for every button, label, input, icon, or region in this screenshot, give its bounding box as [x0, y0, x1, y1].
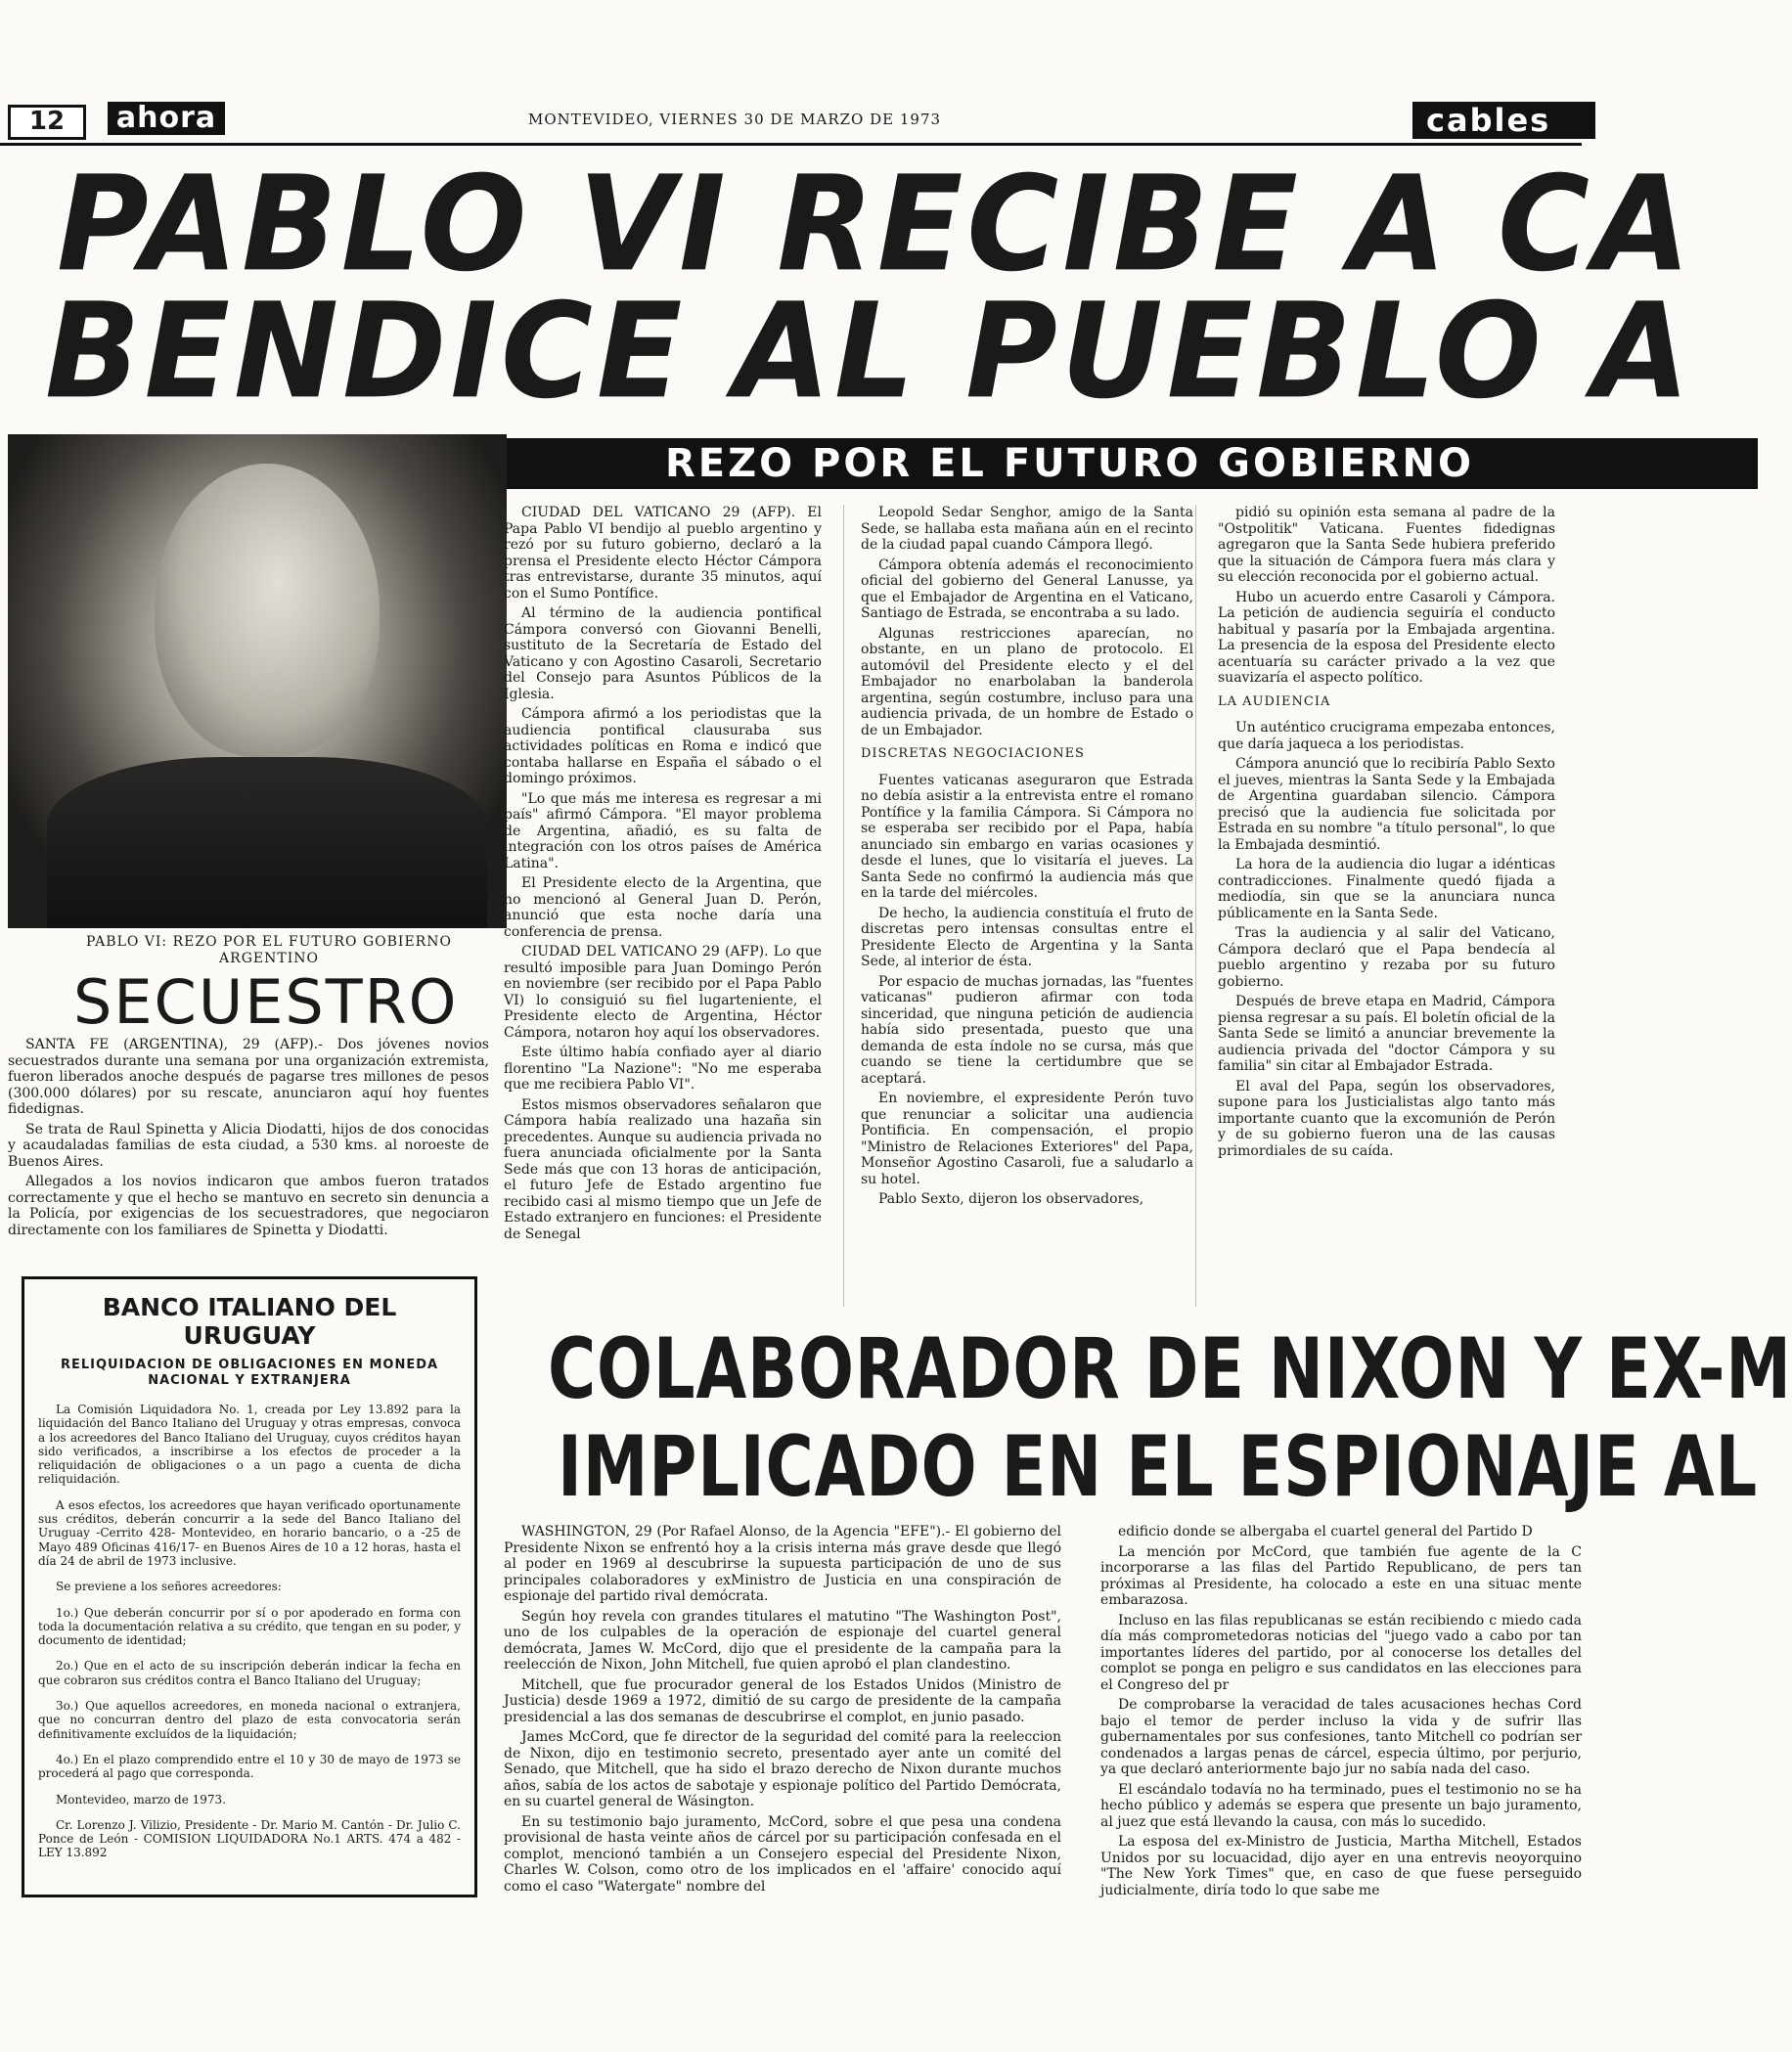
story-paragraph: Estos mismos observadores señalaron que Cámpora había realizado una hazaña sin precedentes. Aunque su audiencia privada no fuera anunciada oficialmente por la Santa Sede más que con 13 horas de anticipación, el futuro Jefe de Estado argentino fue recibido casi al mismo tiempo que un Jefe de Estado extranjero en funciones: el Presidente de Senegal	[504, 1096, 822, 1242]
dateline: MONTEVIDEO, VIERNES 30 DE MARZO DE 1973	[528, 111, 942, 128]
story-paragraph: James McCord, que fe director de la seguridad del comité para la reeleccion de Nixon, dijo en testimonio secreto, presentado ayer ante un comité del Senado, que Mitchell, que ha sido el brazo derecho de Nixon durante muchos años, sabía de los actos de sabotaje y espionaje político del Partido Demócrata, en su cuartel general de Wásington.	[504, 1729, 1061, 1809]
bank-paragraph: Montevideo, marzo de 1973.	[56, 1792, 226, 1807]
bank-paragraph: 4o.) En el plazo comprendido entre el 10 y 30 de mayo de 1973 se procederá al pago que corresponda.	[38, 1752, 461, 1781]
story-paragraph: Al término de la audiencia pontifical Cámpora conversó con Giovanni Benelli, sustituto de la Secretaría de Estado del Vaticano y con Agostino Casaroli, Secretario del Consejo para Asuntos Públicos de la Iglesia.	[504, 605, 822, 702]
story-paragraph: WASHINGTON, 29 (Por Rafael Alonso, de la Agencia "EFE").- El gobierno del Presidente Nixon se enfrentó hoy a la crisis interna más grave desde que llegó al poder en 1969 al descubrirse la supuesta participación de uno de sus principales colaboradores y exMinistro de Justicia en una conspiración de espionaje del partido rival demócrata.	[504, 1524, 1061, 1604]
story-paragraph: Hubo un acuerdo entre Casaroli y Cámpora. La petición de audiencia seguiría el conducto habitual y pasaría por la Embajada argentina. La presencia de la esposa del Presidente electo acentuaría su carácter privado a la vez que suavizaría el aspecto político.	[1218, 589, 1555, 686]
story-paragraph: El Presidente electo de la Argentina, que no mencionó al General Juan D. Perón, anunció que esta noche daría una conferencia de prensa.	[504, 875, 822, 940]
story-paragraph: El aval del Papa, según los observadores, supone para los Justicialistas algo tanto más importante cuanto que la excomunión de Perón y de su gobierno fueron una de las causas primordiales de su caída.	[1218, 1078, 1555, 1159]
story-paragraph: Mitchell, que fue procurador general de los Estados Unidos (Ministro de Justicia) desde 1969 a 1972, dimitió de su cargo de presidente de la campaña presidencial a las dos semanas de descubrirse el complot, en junio pasado.	[504, 1676, 1061, 1725]
story-paragraph: Fuentes vaticanas aseguraron que Estrada no debía asistir a la entrevista entre el romano Pontífice y la familia Cámpora. Si Cámpora no se esperaba ser recibido por el Papa, había anunciado sin embargo en varias ocasiones y desde el lunes, que lo visitaría el jueves. La Santa Sede no confirmó la audiencia más que en la tarde del miércoles.	[861, 772, 1193, 901]
pope-photo	[8, 434, 507, 928]
bank-paragraph: 2o.) Que en el acto de su inscripción deberán indicar la fecha en que cobraron sus créditos contra el Banco Italiano del Uruguay;	[38, 1659, 461, 1687]
subhead-audiencia: LA AUDIENCIA	[1218, 693, 1331, 709]
story-paragraph: Incluso en las filas republicanas se están recibiendo c miedo cada día más comprometedoras noticias del "juego vado a cabo por tan importantes líderes del partido, por al conocerse los detalles del complot se ponga en peligro e sus candidatos en las elecciones para el Congreso del pr	[1100, 1612, 1582, 1693]
story-paragraph: edificio donde se albergaba el cuartel general del Partido D	[1118, 1524, 1533, 1539]
story-paragraph: pidió su opinión esta semana al padre de la "Ostpolitik" Vaticana. Fuentes fidedignas agregaron que la Santa Sede hubiera preferido que la situación de Cámpora fuera más clara y su elección reconocida por el gobierno actual.	[1218, 505, 1555, 585]
story-paragraph: CIUDAD DEL VATICANO 29 (AFP). Lo que resultó imposible para Juan Domingo Perón en noviembre (ser recibido por el Papa Pablo VI) lo consiguió su fiel lugarteniente, el Presidente electo de Argentina, Héctor Cámpora, notaron hoy aquí los observadores.	[504, 944, 822, 1041]
story-paragraph: Cámpora afirmó a los periodistas que la audiencia pontifical clausuraba sus actividades políticas en Roma e indicó que contaba hallarse en España el sábado o el domingo próximos.	[504, 706, 822, 786]
nixon-column-1	[504, 1524, 1061, 1898]
story-paragraph: Por espacio de muchas jornadas, las "fuentes vaticanas" pudieron afirmar con toda sinceridad, que ninguna petición de audiencia había sido presentada, puesto que una demanda de esta índole no se cursa, más que cuando se tiene la certidumbre que se aceptará.	[861, 973, 1193, 1087]
column-divider	[843, 505, 844, 1307]
story-paragraph: Este último había confiado ayer al diario florentino "La Nazione": "No me esperaba que me recibiera Pablo VI".	[504, 1045, 822, 1093]
nixon-headline-line-2: IMPLICADO EN EL ESPIONAJE AL	[558, 1418, 1758, 1516]
secuestro-paragraph: SANTA FE (ARGENTINA), 29 (AFP).- Dos jóvenes novios secuestrados durante una semana por una organización extremista, fueron liberados anoche después de pagarse tres millones de pesos (300.000 dólares) por su rescate, anunciaron aquí hoy fuentes fidedignas.	[8, 1037, 489, 1117]
main-story-column-3	[1218, 505, 1555, 1163]
bank-signature: Cr. Lorenzo J. Vilizio, Presidente - Dr. Mario M. Cantón - Dr. Julio C. Ponce de León - COMISION LIQUIDADORA No.1 ARTS. 474 a 482 - LEY 13.892	[38, 1817, 461, 1860]
story-paragraph: De comprobarse la veracidad de tales acusaciones hechas Cord bajo el temor de perder incluso la vida y de sufrir llas gubernamentales por sus confesiones, tanto Mitchell co podrían ser condenados a largas penas de cárcel, especia último, por perjurio, ya que declaró anteriormente bajo jur no sabía nada del caso.	[1100, 1697, 1582, 1777]
newspaper-logo: ahora	[108, 102, 225, 135]
section-label: cables	[1412, 102, 1595, 139]
story-paragraph: Leopold Sedar Senghor, amigo de la Santa Sede, se hallaba esta mañana aún en el recinto de la ciudad papal cuando Cámpora llegó.	[861, 505, 1193, 553]
kicker-bar: REZO POR EL FUTURO GOBIERNO	[489, 438, 1758, 489]
page-number: 12	[8, 105, 86, 140]
bank-title: BANCO ITALIANO DEL URUGUAY	[102, 1293, 397, 1350]
header-rule	[0, 143, 1582, 146]
main-story-column-1	[504, 505, 822, 1246]
bank-paragraph: 1o.) Que deberán concurrir por sí o por apoderado en forma con toda la documentación relativa a su crédito, que tengan en su poder, y documento de identidad;	[38, 1605, 461, 1648]
story-paragraph: La mención por McCord, que también fue agente de la C incorporarse a las filas del Partido Republicano, de pers tan próximas al Presidente, ha colocado a este en una situac mente embarazosa.	[1100, 1543, 1582, 1608]
bank-subtitle: RELIQUIDACION DE OBLIGACIONES EN MONEDA NACIONAL Y EXTRANJERA	[60, 1358, 439, 1388]
main-headline-line-2: BENDICE AL PUEBLO A	[45, 275, 1694, 428]
secuestro-paragraph: Allegados a los novios indicaron que ambos fueron tratados correctamente y que el hecho se mantuvo en secreto sin denuncia a la Policía, por exigencias de los secuestradores, que negociaron directamente con los familiares de Spinetta y Diodatti.	[8, 1174, 489, 1238]
secuestro-body	[8, 1037, 489, 1242]
story-paragraph: El escándalo todavía no ha terminado, pues el testimonio no se ha hecho público y además se espera que presente un bajo juramento, al juez que está llevando la causa, con más lo sucedido.	[1100, 1781, 1582, 1830]
story-paragraph: Algunas restricciones aparecían, no obstante, en un plano de protocolo. El automóvil del Presidente electo y el del Embajador no enarbolaban la banderola argentina, según costumbre, incluso para una audiencia privada, de un hombre de Estado o de un Embajador.	[861, 625, 1193, 738]
story-paragraph: En noviembre, el expresidente Perón tuvo que renunciar a solicitar una audiencia Pontificia. En compensación, el propio "Ministro de Relaciones Exteriores" del Papa, Monseñor Agostino Casaroli, fue a saludarlo a su hotel.	[861, 1091, 1193, 1187]
photo-face	[155, 464, 380, 757]
secuestro-paragraph: Se trata de Raul Spinetta y Alicia Diodatti, hijos de dos conocidas y acaudaladas familias de esta ciudad, a 530 kms. al noroeste de Buenos Aires.	[8, 1121, 489, 1170]
photo-caption: PABLO VI: REZO POR EL FUTURO GOBIERNO ARGENTINO	[86, 934, 452, 966]
story-paragraph: CIUDAD DEL VATICANO 29 (AFP). El Papa Pablo VI bendijo al pueblo argentino y rezó por su futuro gobierno, declaró a la prensa el Presidente electo Héctor Cámpora tras entrevistarse, durante 35 minutos, aquí con el Sumo Pontífice.	[504, 505, 822, 602]
photo-robe	[47, 757, 487, 928]
story-paragraph: Tras la audiencia y al salir del Vaticano, Cámpora declaró que el Papa bendecía al pueblo argentino y rezaba por su futuro gobierno.	[1218, 925, 1555, 990]
secuestro-title: SECUESTRO	[73, 966, 459, 1038]
story-paragraph: De hecho, la audiencia constituía el fruto de discretas pero intensas consultas entre el Presidente Electo de Argentina y la Santa Sede, al interior de ésta.	[861, 905, 1193, 969]
story-paragraph: Cámpora anunció que lo recibiría Pablo Sexto el jueves, mientras la Santa Sede y la Embajada de Argentina guardaban silencio. Cámpora precisó que la audiencia fue solicitada por Estrada en su nombre "a título personal", lo que la Embajada desmintió.	[1218, 756, 1555, 853]
bank-paragraph: A esos efectos, los acreedores que hayan verificado oportunamente sus créditos, deberán concurrir a la sede del Banco Italiano del Uruguay -Cerrito 428- Montevideo, en horario bancario, o a -25 de Mayo 489 Oficinas 416/17- en Buenos Aires de 10 a 12 horas, hasta el día 24 de abril de 1973 inclusive.	[38, 1497, 461, 1568]
main-headline-line-1: PABLO VI RECIBE A CA	[57, 148, 1695, 301]
column-divider	[1195, 505, 1196, 1307]
bank-paragraph: La Comisión Liquidadora No. 1, creada por Ley 13.892 para la liquidación del Banco Italiano del Uruguay y otras empresas, convoca a los acreedores del Banco Italiano del Uruguay, cuyos créditos hayan sido verificados, a inscribirse a los efectos de proceder a la reliquidación de obligaciones o a un pago a cuenta de dicha reliquidación.	[38, 1403, 461, 1487]
bank-notice	[22, 1276, 477, 1897]
story-paragraph: Después de breve etapa en Madrid, Cámpora piensa regresar a su país. El boletín oficial de la Santa Sede se limitó a anunciar brevemente la audiencia privada del "doctor Cámpora y su familia" sin citar al Embajador Estrada.	[1218, 994, 1555, 1074]
subhead-discretas: DISCRETAS NEGOCIACIONES	[861, 746, 1085, 761]
story-paragraph: En su testimonio bajo juramento, McCord, sobre el que pesa una condena provisional de hasta veinte años de cárcel por su participación confesada en el complot, mencionó también a un Consejero especial del Presidente Nixon, Charles W. Colson, como otro de los implicados en el 'affaire' conocido aquí como el caso "Watergate" nombre del	[504, 1813, 1061, 1895]
nixon-headline-line-1: COLABORADOR DE NIXON Y EX-M	[548, 1320, 1792, 1418]
nixon-column-2	[1100, 1524, 1582, 1902]
main-story-column-2	[861, 505, 1193, 1212]
story-paragraph: Pablo Sexto, dijeron los observadores,	[878, 1191, 1144, 1207]
story-paragraph: La esposa del ex-Ministro de Justicia, Martha Mitchell, Estados Unidos por su locuacidad, dijo ayer en una entrevis neoyorquino "The New York Times" que, en caso de que fuese perseguido judicialmente, diría todo lo que sabe me	[1100, 1834, 1582, 1898]
bank-paragraph: Se previene a los señores acreedores:	[56, 1580, 282, 1594]
bank-paragraph: 3o.) Que aquellos acreedores, en moneda nacional o extranjera, que no concurran dentro del plazo de esta convocatoria serán definitivamente excluídos de la liquidación;	[38, 1699, 461, 1741]
bank-body	[38, 1403, 461, 1860]
story-paragraph: Cámpora obtenía además el reconocimiento oficial del gobierno del General Lanusse, ya que el Embajador de Argentina en el Vaticano, Santiago de Estrada, se encontraba a su lado.	[861, 557, 1193, 621]
story-paragraph: La hora de la audiencia dio lugar a idénticas contradicciones. Finalmente quedó fijada a mediodía, sin que se la anunciara nunca públicamente en la Santa Sede.	[1218, 857, 1555, 921]
story-paragraph: "Lo que más me interesa es regresar a mi país" afirmó Cámpora. "El mayor problema de Argentina, añadió, es su falta de integración con los otros países de América Latina".	[504, 790, 822, 871]
story-paragraph: Un auténtico crucigrama empezaba entonces, que daría jaqueca a los periodistas.	[1218, 720, 1555, 752]
story-paragraph: Según hoy revela con grandes titulares el matutino "The Washington Post", uno de los culpables de la operación de espionaje del cuartel general demócrata, James W. McCord, dijo que el presidente de la campaña para la reelección de Nixon, John Mitchell, fue quien aprobó el plan clandestino.	[504, 1608, 1061, 1673]
